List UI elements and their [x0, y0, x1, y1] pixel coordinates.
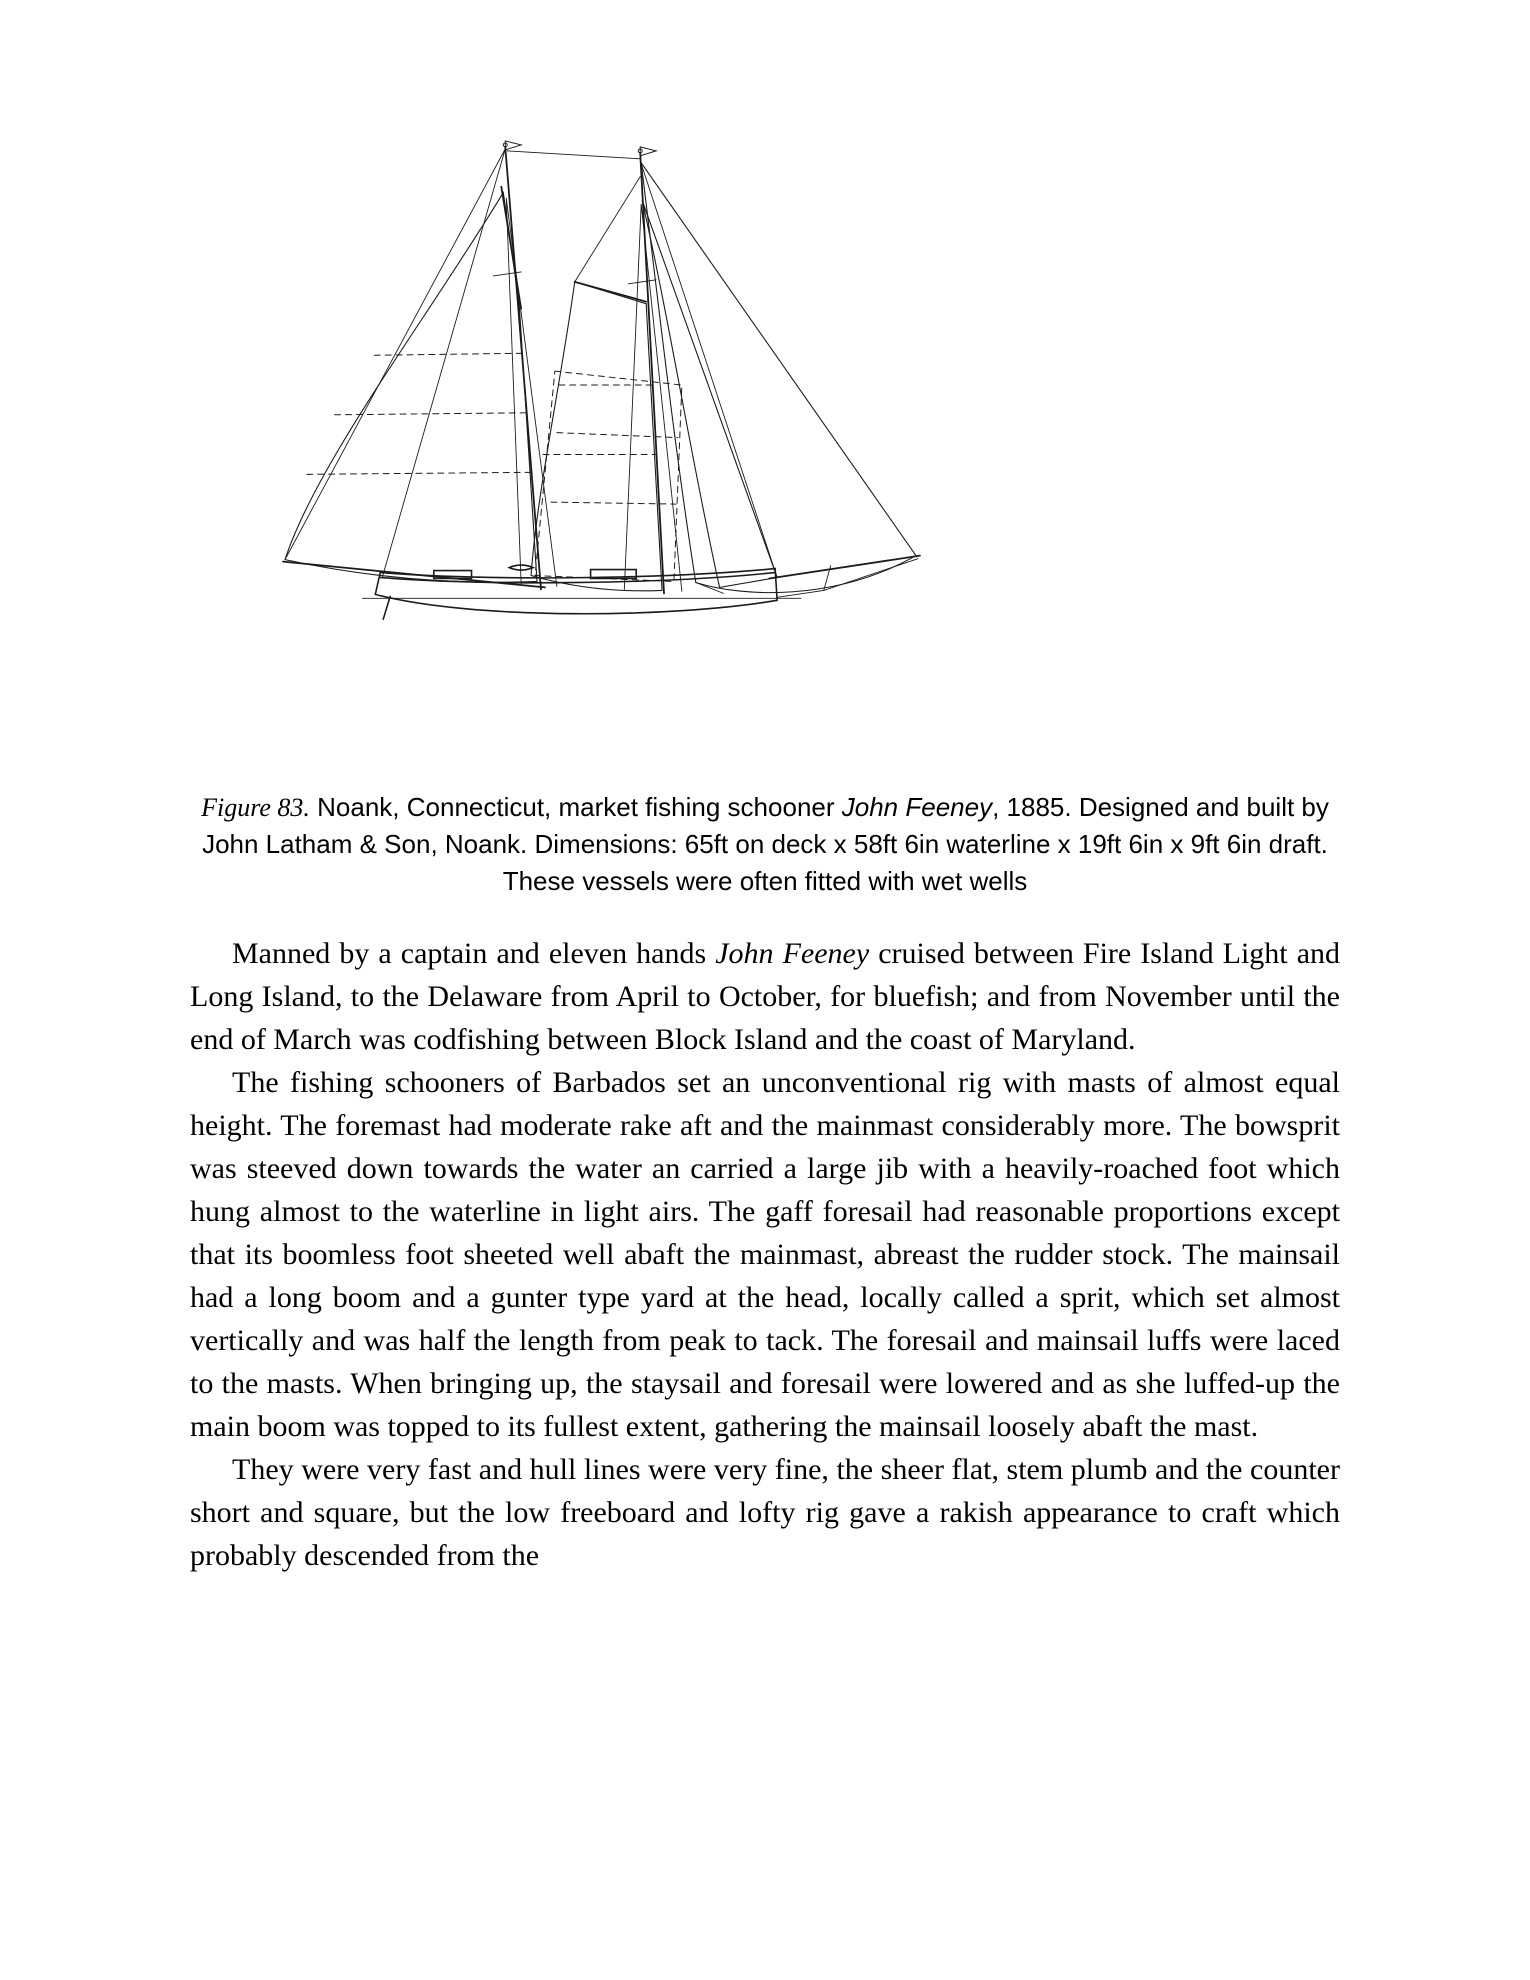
text-segment: Manned by a captain and eleven hands [232, 937, 716, 970]
schooner-line-drawing-svg [275, 135, 930, 641]
spars [283, 147, 920, 593]
mainmast [505, 147, 541, 590]
schooner-drawing [275, 135, 930, 641]
dashed-reef-lines [307, 353, 682, 581]
text-segment: cruised between Fire Island Light and Long Island, to the Delaware from April to October, for bluefish; and from November until the end of March was codfishing between Block Island and the coast of Maryland. [190, 937, 1341, 1056]
rigging-lines [285, 149, 918, 597]
figure-caption [190, 789, 1340, 900]
bowsprit [769, 556, 920, 579]
staysail [642, 200, 777, 587]
foremast [640, 153, 664, 594]
fore-gaff [575, 282, 646, 302]
text-segment: , 1885. Designed and built by John Latham & Son, Noank. Dimensions: 65ft on deck x 58ft 6in waterline x 19ft 6in x 9ft 6in draft. These vessels were often fitted with wet wells [202, 792, 1329, 896]
text-segment: Noank, Connecticut, market fishing schooner [309, 792, 842, 822]
figure-83 [190, 135, 1340, 900]
text-segment: John Feeney [841, 792, 993, 822]
paragraph-2: The fishing schooners of Barbados set an unconventional rig with masts of almost equal height. The foremast had moderate rake aft and the mainmast considerably more. The bowsprit was steeved down towards the water an carried a large jib with a heavily-roached foot which hung almost to the waterline in light airs. The gaff foresail had reasonable proportions except that its boomless foot sheeted well abaft the mainmast, abreast the rudder stock. The mainsail had a long boom and a gunter type yard at the head, locally called a sprit, which set almost vertically and was half the length from peak to tack. The foresail and mainsail luffs were laced to the masts. When bringing up, the staysail and foresail were lowered and as she luffed-up the main boom was topped to its fullest extent, gathering the mainsail loosely abaft the mast. [190, 1066, 1340, 1443]
gunter-yard [501, 187, 521, 309]
jib [641, 163, 916, 593]
deck-dory [509, 565, 533, 570]
text-segment: Figure 83. [201, 793, 310, 822]
paragraph-3: They were very fast and hull lines were very fine, the sheer flat, stem plumb and the counter short and square, but the low freeboard and lofty rig gave a rakish appearance to craft which probably descended from the [190, 1453, 1340, 1572]
text-segment: John Feeney [715, 937, 870, 970]
sail-outlines [285, 163, 916, 593]
mastheads [503, 141, 656, 156]
gaff-foresail [531, 282, 662, 591]
mainsail [285, 193, 537, 583]
hull [362, 565, 801, 619]
rudder [383, 596, 390, 619]
body-text [190, 932, 1340, 1577]
paragraph-1 [190, 932, 1340, 1061]
